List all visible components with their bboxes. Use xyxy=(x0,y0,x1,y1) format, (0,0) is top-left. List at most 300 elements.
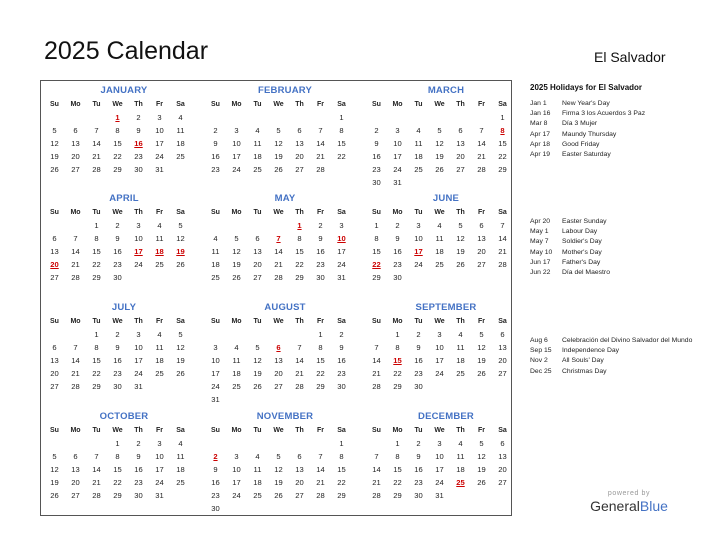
day-cell: 20 xyxy=(295,478,304,487)
weekday-header: Su xyxy=(50,101,59,108)
empty-cell xyxy=(268,328,289,341)
day-cell: 3 xyxy=(234,126,239,135)
holiday-name: Día 3 Mujer xyxy=(562,120,598,128)
day-cell: 16 xyxy=(113,356,122,365)
day-cell: 31 xyxy=(435,491,444,500)
weekday-header: Tu xyxy=(92,101,101,108)
day-cell: 6 xyxy=(73,126,78,135)
day-cell: 29 xyxy=(393,491,402,500)
weekday-header: Tu xyxy=(253,427,262,434)
weekday-header: Tu xyxy=(414,209,423,216)
day-cell: 28 xyxy=(274,273,283,282)
day-cell: 13 xyxy=(295,139,304,148)
empty-cell xyxy=(247,437,268,450)
month-grid xyxy=(366,424,520,502)
day-cell: 1 xyxy=(395,439,400,448)
holiday-name: All Souls' Day xyxy=(562,357,604,365)
day-cell: 3 xyxy=(339,221,344,230)
day-cell: 15 xyxy=(337,139,346,148)
day-cell: 3 xyxy=(136,221,141,230)
day-cell: 25 xyxy=(155,369,164,378)
holiday-date: Aug 6 xyxy=(530,337,548,344)
weekday-header: Mo xyxy=(231,209,242,216)
day-cell: 30 xyxy=(393,273,402,282)
holiday-name: Celebración del Divino Salvador del Mundo xyxy=(562,337,693,344)
day-cell: 27 xyxy=(50,273,59,282)
month-may xyxy=(211,192,359,284)
day-cell: 24 xyxy=(232,165,241,174)
day-cell: 26 xyxy=(176,260,185,269)
day-cell: 19 xyxy=(456,247,465,256)
day-cell: 13 xyxy=(71,139,80,148)
day-cell: 22 xyxy=(92,369,101,378)
empty-cell xyxy=(366,111,387,124)
empty-cell xyxy=(65,111,86,124)
empty-cell xyxy=(310,111,331,124)
month-june xyxy=(372,192,520,284)
empty-cell xyxy=(44,111,65,124)
holiday-list-item xyxy=(530,150,700,160)
weekday-header: Su xyxy=(50,209,59,216)
weekday-header: Su xyxy=(211,209,220,216)
day-cell: 26 xyxy=(274,491,283,500)
day-cell: 3 xyxy=(157,439,162,448)
day-cell: 3 xyxy=(157,113,162,122)
day-cell: 22 xyxy=(498,152,507,161)
day-cell: 4 xyxy=(178,439,183,448)
weekday-header: Tu xyxy=(92,427,101,434)
weekday-header: Th xyxy=(295,427,304,434)
weekday-header: Sa xyxy=(498,209,507,216)
day-cell: 4 xyxy=(416,126,421,135)
day-cell: 2 xyxy=(339,330,344,339)
holiday-group xyxy=(530,336,700,377)
month-name: MARCH xyxy=(427,85,465,96)
weekday-header: Sa xyxy=(337,209,346,216)
day-cell: 22 xyxy=(393,478,402,487)
day-cell: 3 xyxy=(437,330,442,339)
empty-cell xyxy=(450,111,471,124)
day-cell: 21 xyxy=(316,152,325,161)
weekday-header: Su xyxy=(50,427,59,434)
month-grid xyxy=(366,206,520,284)
weekday-header: Sa xyxy=(337,427,346,434)
day-cell: 10 xyxy=(232,465,241,474)
day-cell: 15 xyxy=(372,247,381,256)
day-cell: 15 xyxy=(92,247,101,256)
empty-cell xyxy=(471,111,492,124)
month-grid xyxy=(44,424,198,502)
day-cell: 18 xyxy=(155,356,164,365)
day-cell: 22 xyxy=(337,478,346,487)
holiday-date: May 1 xyxy=(530,228,549,236)
month-grid xyxy=(205,424,359,515)
day-cell: 21 xyxy=(372,369,381,378)
day-cell: 16 xyxy=(414,465,423,474)
day-cell: 7 xyxy=(374,343,379,352)
weekday-header: Su xyxy=(372,427,381,434)
day-cell: 30 xyxy=(372,178,381,187)
day-cell: 13 xyxy=(50,356,59,365)
brand-logo[interactable] xyxy=(584,490,674,514)
day-cell: 24 xyxy=(155,152,164,161)
day-cell: 2 xyxy=(416,330,421,339)
day-cell: 21 xyxy=(372,478,381,487)
day-cell: 26 xyxy=(176,369,185,378)
weekday-header: Th xyxy=(134,427,143,434)
empty-cell xyxy=(268,111,289,124)
month-name: APRIL xyxy=(109,193,139,204)
day-cell: 26 xyxy=(456,260,465,269)
day-cell: 2 xyxy=(115,221,120,230)
weekday-header: Fr xyxy=(156,318,163,325)
day-cell: 1 xyxy=(94,330,99,339)
weekday-header: We xyxy=(434,209,445,216)
holiday-date: Jun 17 xyxy=(530,258,551,266)
holiday-name: Father's Day xyxy=(562,258,601,266)
day-cell: 28 xyxy=(92,491,101,500)
day-cell: 25 xyxy=(176,478,185,487)
day-cell: 6 xyxy=(297,452,302,461)
day-cell: 22 xyxy=(295,260,304,269)
day-cell: 1 xyxy=(94,221,99,230)
empty-cell xyxy=(226,111,247,124)
holiday-date: Apr 18 xyxy=(530,140,551,148)
day-cell: 5 xyxy=(255,343,260,352)
empty-cell xyxy=(429,111,450,124)
day-cell: 24 xyxy=(134,369,143,378)
day-cell: 26 xyxy=(232,273,241,282)
day-cell: 23 xyxy=(414,478,423,487)
day-cell: 20 xyxy=(253,260,262,269)
day-cell: 24 xyxy=(134,260,143,269)
day-cell: 28 xyxy=(477,165,486,174)
day-cell: 24 xyxy=(211,382,220,391)
day-cell: 14 xyxy=(71,247,80,256)
day-cell: 27 xyxy=(71,491,80,500)
weekday-header: Fr xyxy=(478,427,485,434)
day-cell: 16 xyxy=(337,356,346,365)
day-cell: 15 xyxy=(295,247,304,256)
day-cell: 24 xyxy=(435,369,444,378)
weekday-header: We xyxy=(112,318,123,325)
day-cell: 8 xyxy=(395,452,400,461)
weekday-header: Th xyxy=(456,318,465,325)
day-cell: 24 xyxy=(232,491,241,500)
day-cell: 12 xyxy=(50,465,59,474)
day-cell: 7 xyxy=(479,126,484,135)
holiday-date: Apr 20 xyxy=(530,218,551,225)
day-cell: 27 xyxy=(295,491,304,500)
holiday-name: Mother's Day xyxy=(562,248,602,256)
day-cell: 14 xyxy=(274,247,283,256)
weekday-header: Sa xyxy=(176,318,185,325)
empty-cell xyxy=(268,437,289,450)
holiday-day-cell: 10 xyxy=(337,234,346,243)
day-cell: 1 xyxy=(318,330,323,339)
empty-cell xyxy=(387,111,408,124)
day-cell: 7 xyxy=(94,452,99,461)
day-cell: 30 xyxy=(113,273,122,282)
holiday-day-cell: 17 xyxy=(134,247,143,256)
day-cell: 27 xyxy=(71,165,80,174)
day-cell: 26 xyxy=(253,382,262,391)
weekday-header: We xyxy=(434,427,445,434)
day-cell: 23 xyxy=(211,165,220,174)
weekday-header: Sa xyxy=(176,209,185,216)
month-august xyxy=(211,301,359,406)
day-cell: 24 xyxy=(337,260,346,269)
day-cell: 9 xyxy=(339,343,344,352)
day-cell: 5 xyxy=(437,126,442,135)
day-cell: 11 xyxy=(456,452,465,461)
day-cell: 8 xyxy=(339,452,344,461)
day-cell: 30 xyxy=(134,165,143,174)
weekday-header: We xyxy=(112,101,123,108)
day-cell: 13 xyxy=(295,465,304,474)
weekday-header: We xyxy=(434,101,445,108)
day-cell: 14 xyxy=(316,465,325,474)
day-cell: 13 xyxy=(274,356,283,365)
day-cell: 9 xyxy=(115,343,120,352)
holiday-panel-title: 2025 Holidays for El Salvador xyxy=(530,83,643,92)
day-cell: 17 xyxy=(435,356,444,365)
empty-cell xyxy=(205,219,226,232)
weekday-header: We xyxy=(273,101,284,108)
day-cell: 28 xyxy=(71,382,80,391)
weekday-header: Fr xyxy=(156,101,163,108)
day-cell: 24 xyxy=(393,165,402,174)
day-cell: 26 xyxy=(274,165,283,174)
day-cell: 14 xyxy=(316,139,325,148)
day-cell: 11 xyxy=(456,343,465,352)
day-cell: 11 xyxy=(232,356,241,365)
day-cell: 20 xyxy=(456,152,465,161)
day-cell: 13 xyxy=(253,247,262,256)
day-cell: 15 xyxy=(113,139,122,148)
empty-cell xyxy=(44,219,65,232)
holiday-list-item xyxy=(530,336,700,346)
day-cell: 9 xyxy=(318,234,323,243)
day-cell: 20 xyxy=(274,369,283,378)
day-cell: 10 xyxy=(211,356,220,365)
day-cell: 25 xyxy=(435,260,444,269)
day-cell: 6 xyxy=(73,452,78,461)
empty-cell xyxy=(408,111,429,124)
day-cell: 6 xyxy=(500,439,505,448)
empty-cell xyxy=(226,437,247,450)
day-cell: 26 xyxy=(435,165,444,174)
day-cell: 18 xyxy=(176,465,185,474)
day-cell: 25 xyxy=(414,165,423,174)
holiday-day-cell: 19 xyxy=(176,247,185,256)
day-cell: 28 xyxy=(295,382,304,391)
day-cell: 10 xyxy=(414,234,423,243)
empty-cell xyxy=(86,111,107,124)
weekday-header: Su xyxy=(372,101,381,108)
empty-cell xyxy=(65,437,86,450)
day-cell: 9 xyxy=(395,234,400,243)
weekday-header: Mo xyxy=(392,427,403,434)
day-cell: 17 xyxy=(211,369,220,378)
month-grid xyxy=(366,315,520,393)
day-cell: 18 xyxy=(176,139,185,148)
weekday-header: Th xyxy=(456,427,465,434)
day-cell: 31 xyxy=(155,165,164,174)
weekday-header: Th xyxy=(295,209,304,216)
month-grid xyxy=(44,98,198,176)
day-cell: 28 xyxy=(372,491,381,500)
month-name: JUNE xyxy=(432,193,460,204)
day-cell: 27 xyxy=(253,273,262,282)
day-cell: 4 xyxy=(178,113,183,122)
day-cell: 8 xyxy=(94,343,99,352)
empty-cell xyxy=(226,219,247,232)
weekday-header: Tu xyxy=(414,101,423,108)
day-cell: 18 xyxy=(414,152,423,161)
day-cell: 15 xyxy=(337,465,346,474)
day-cell: 27 xyxy=(498,369,507,378)
day-cell: 19 xyxy=(50,152,59,161)
day-cell: 7 xyxy=(318,126,323,135)
weekday-header: We xyxy=(434,318,445,325)
day-cell: 22 xyxy=(113,478,122,487)
day-cell: 6 xyxy=(52,234,57,243)
weekday-header: Tu xyxy=(414,318,423,325)
month-grid xyxy=(44,206,198,284)
day-cell: 6 xyxy=(52,343,57,352)
holiday-list-item xyxy=(530,140,700,150)
day-cell: 29 xyxy=(113,491,122,500)
day-cell: 10 xyxy=(155,126,164,135)
holiday-name: Soldier's Day xyxy=(562,238,602,246)
month-november xyxy=(211,410,359,515)
weekday-header: Mo xyxy=(392,318,403,325)
day-cell: 11 xyxy=(155,234,164,243)
weekday-header: Mo xyxy=(231,318,242,325)
day-cell: 1 xyxy=(115,439,120,448)
country-name: El Salvador xyxy=(594,49,666,65)
day-cell: 25 xyxy=(253,491,262,500)
day-cell: 24 xyxy=(414,260,423,269)
empty-cell xyxy=(44,437,65,450)
day-cell: 6 xyxy=(297,126,302,135)
holiday-day-cell: 25 xyxy=(456,478,465,487)
day-cell: 8 xyxy=(115,126,120,135)
empty-cell xyxy=(310,437,331,450)
day-cell: 23 xyxy=(337,369,346,378)
day-cell: 28 xyxy=(71,273,80,282)
day-cell: 9 xyxy=(136,452,141,461)
weekday-header: We xyxy=(273,318,284,325)
day-cell: 23 xyxy=(372,165,381,174)
holiday-list-item xyxy=(530,356,700,366)
day-cell: 1 xyxy=(374,221,379,230)
holiday-list-item xyxy=(530,237,700,247)
day-cell: 21 xyxy=(92,152,101,161)
weekday-header: Tu xyxy=(253,318,262,325)
holiday-day-cell: 2 xyxy=(213,452,218,461)
day-cell: 15 xyxy=(92,356,101,365)
day-cell: 29 xyxy=(113,165,122,174)
day-cell: 17 xyxy=(134,356,143,365)
day-cell: 16 xyxy=(393,247,402,256)
day-cell: 1 xyxy=(500,113,505,122)
month-july xyxy=(50,301,198,393)
day-cell: 25 xyxy=(176,152,185,161)
day-cell: 23 xyxy=(414,369,423,378)
empty-cell xyxy=(289,437,310,450)
day-cell: 9 xyxy=(213,139,218,148)
day-cell: 14 xyxy=(92,465,101,474)
empty-cell xyxy=(247,219,268,232)
weekday-header: Mo xyxy=(70,318,81,325)
empty-cell xyxy=(247,111,268,124)
day-cell: 19 xyxy=(477,465,486,474)
weekday-header: We xyxy=(273,427,284,434)
weekday-header: Tu xyxy=(253,101,262,108)
empty-cell xyxy=(289,328,310,341)
holiday-name: Easter Saturday xyxy=(562,151,611,159)
weekday-header: Fr xyxy=(156,427,163,434)
day-cell: 29 xyxy=(393,382,402,391)
day-cell: 11 xyxy=(176,452,185,461)
day-cell: 16 xyxy=(414,356,423,365)
day-cell: 7 xyxy=(500,221,505,230)
day-cell: 27 xyxy=(274,382,283,391)
day-cell: 8 xyxy=(115,452,120,461)
day-cell: 3 xyxy=(416,221,421,230)
day-cell: 6 xyxy=(500,330,505,339)
day-cell: 11 xyxy=(253,139,262,148)
day-cell: 9 xyxy=(416,452,421,461)
holiday-date: Mar 8 xyxy=(530,120,548,128)
day-cell: 18 xyxy=(253,152,262,161)
day-cell: 27 xyxy=(456,165,465,174)
holiday-day-cell: 18 xyxy=(155,247,164,256)
day-cell: 17 xyxy=(232,152,241,161)
day-cell: 27 xyxy=(477,260,486,269)
holiday-day-cell: 7 xyxy=(276,234,281,243)
day-cell: 12 xyxy=(176,343,185,352)
holiday-day-cell: 1 xyxy=(297,221,302,230)
day-cell: 4 xyxy=(458,439,463,448)
day-cell: 18 xyxy=(456,465,465,474)
day-cell: 1 xyxy=(395,330,400,339)
day-cell: 25 xyxy=(456,369,465,378)
weekday-header: Su xyxy=(211,318,220,325)
day-cell: 9 xyxy=(136,126,141,135)
day-cell: 4 xyxy=(458,330,463,339)
day-cell: 9 xyxy=(213,465,218,474)
weekday-header: Sa xyxy=(176,101,185,108)
day-cell: 10 xyxy=(435,452,444,461)
day-cell: 8 xyxy=(374,234,379,243)
day-cell: 23 xyxy=(134,478,143,487)
day-cell: 1 xyxy=(339,439,344,448)
day-cell: 9 xyxy=(115,234,120,243)
day-cell: 13 xyxy=(71,465,80,474)
day-cell: 5 xyxy=(178,330,183,339)
empty-cell xyxy=(366,437,387,450)
holiday-list-item xyxy=(530,268,700,278)
day-cell: 11 xyxy=(211,247,220,256)
day-cell: 12 xyxy=(176,234,185,243)
day-cell: 30 xyxy=(337,382,346,391)
month-name: OCTOBER xyxy=(99,411,149,422)
weekday-header: Sa xyxy=(337,318,346,325)
holiday-day-cell: 1 xyxy=(115,113,120,122)
